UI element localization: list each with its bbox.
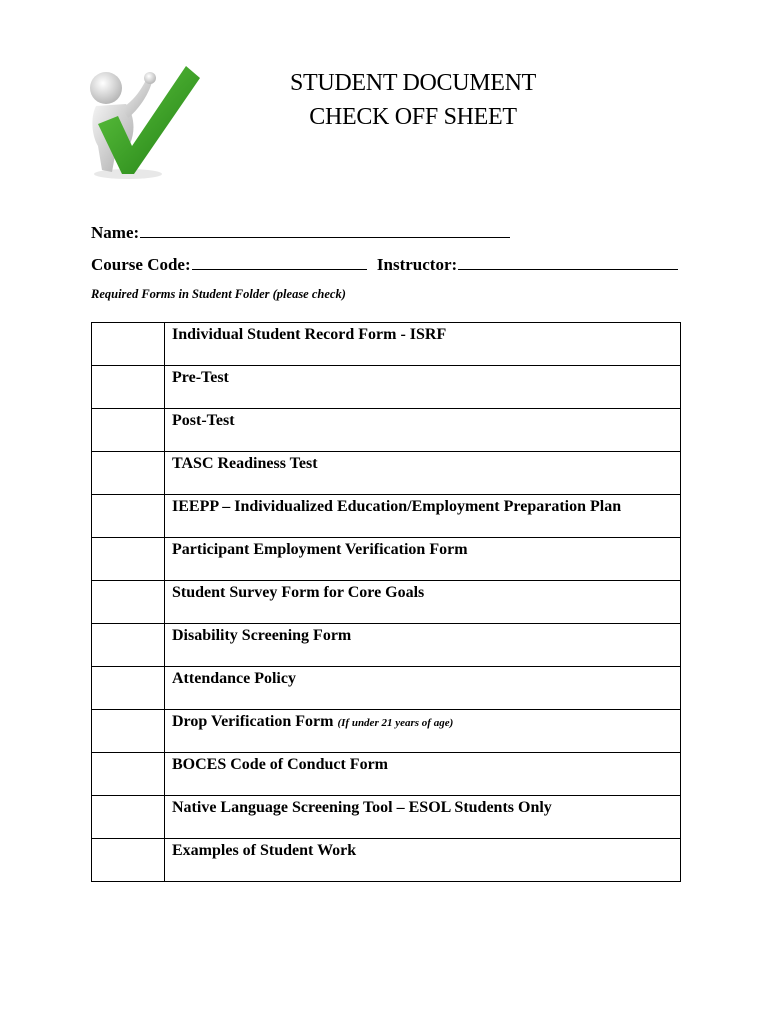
checklist-row	[92, 581, 681, 624]
checklist-item-label-cell	[165, 624, 681, 667]
checkmark-person-logo-icon	[76, 58, 204, 180]
checklist-item-label: Participant Employment Verification Form	[172, 541, 468, 558]
checklist-row	[92, 409, 681, 452]
check-box-cell[interactable]	[92, 409, 165, 452]
course-code-blank-line[interactable]	[192, 255, 367, 270]
title-line-2: CHECK OFF SHEET	[309, 104, 517, 130]
checklist-item-label-cell	[165, 538, 681, 581]
check-box-cell[interactable]	[92, 538, 165, 581]
checklist-item-label-cell	[165, 366, 681, 409]
document-checklist-table	[91, 322, 681, 882]
checklist-item-label: Student Survey Form for Core Goals	[172, 584, 425, 601]
checklist-item-label: Disability Screening Form	[172, 627, 352, 644]
required-forms-note: Required Forms in Student Folder (please check)	[91, 287, 346, 301]
check-box-cell[interactable]	[92, 624, 165, 667]
checklist-item-label: TASC Readiness Test	[172, 455, 318, 472]
checklist-item-label-cell	[165, 495, 681, 538]
check-box-cell[interactable]	[92, 710, 165, 753]
checklist-item-label: Pre-Test	[172, 369, 229, 386]
checklist-item-label-cell	[165, 839, 681, 882]
check-box-cell[interactable]	[92, 366, 165, 409]
checklist-row	[92, 839, 681, 882]
check-box-cell[interactable]	[92, 581, 165, 624]
checklist-row	[92, 624, 681, 667]
checklist-row	[92, 796, 681, 839]
checklist-row	[92, 667, 681, 710]
checklist-item-label-cell	[165, 710, 681, 753]
checklist-item-label: BOCES Code of Conduct Form	[172, 756, 389, 773]
instructor-blank-line[interactable]	[458, 255, 678, 270]
checklist-item-label: Attendance Policy	[172, 670, 296, 687]
check-box-cell[interactable]	[92, 495, 165, 538]
checklist-item-label: Examples of Student Work	[172, 842, 357, 859]
checklist-item-label-cell	[165, 581, 681, 624]
checklist-row	[92, 538, 681, 581]
checklist-row	[92, 753, 681, 796]
checklist-item-label-cell	[165, 796, 681, 839]
checklist-item-label: Native Language Screening Tool – ESOL Students Only	[172, 799, 552, 816]
check-box-cell[interactable]	[92, 323, 165, 366]
checklist-item-note: (If under 21 years of age)	[337, 717, 454, 729]
checklist-item-label: Post-Test	[172, 412, 235, 429]
checklist-item-label-cell	[165, 323, 681, 366]
title-line-1: STUDENT DOCUMENT	[289, 70, 537, 96]
check-box-cell[interactable]	[92, 839, 165, 882]
checklist-row	[92, 495, 681, 538]
check-box-cell[interactable]	[92, 452, 165, 495]
checklist-item-label-cell	[165, 667, 681, 710]
checklist-item-label: Drop Verification Form	[172, 713, 334, 730]
document-title	[210, 66, 616, 134]
instructor-label: Instructor:	[376, 255, 458, 274]
checklist-row	[92, 452, 681, 495]
checklist-item-label-cell	[165, 409, 681, 452]
check-box-cell[interactable]	[92, 667, 165, 710]
checklist-item-label: Individual Student Record Form - ISRF	[172, 326, 447, 343]
name-field-row	[91, 223, 510, 243]
checklist-row	[92, 323, 681, 366]
checklist-item-label-cell	[165, 753, 681, 796]
check-box-cell[interactable]	[92, 796, 165, 839]
course-code-label: Course Code:	[91, 255, 191, 274]
check-box-cell[interactable]	[92, 753, 165, 796]
course-instructor-row	[91, 255, 678, 275]
name-label: Name:	[91, 223, 140, 242]
checklist-row	[92, 366, 681, 409]
checklist-item-label-cell	[165, 452, 681, 495]
checklist-row	[92, 710, 681, 753]
checklist-item-label: IEEPP – Individualized Education/Employment Preparation Plan	[172, 498, 622, 515]
name-blank-line[interactable]	[140, 223, 510, 238]
